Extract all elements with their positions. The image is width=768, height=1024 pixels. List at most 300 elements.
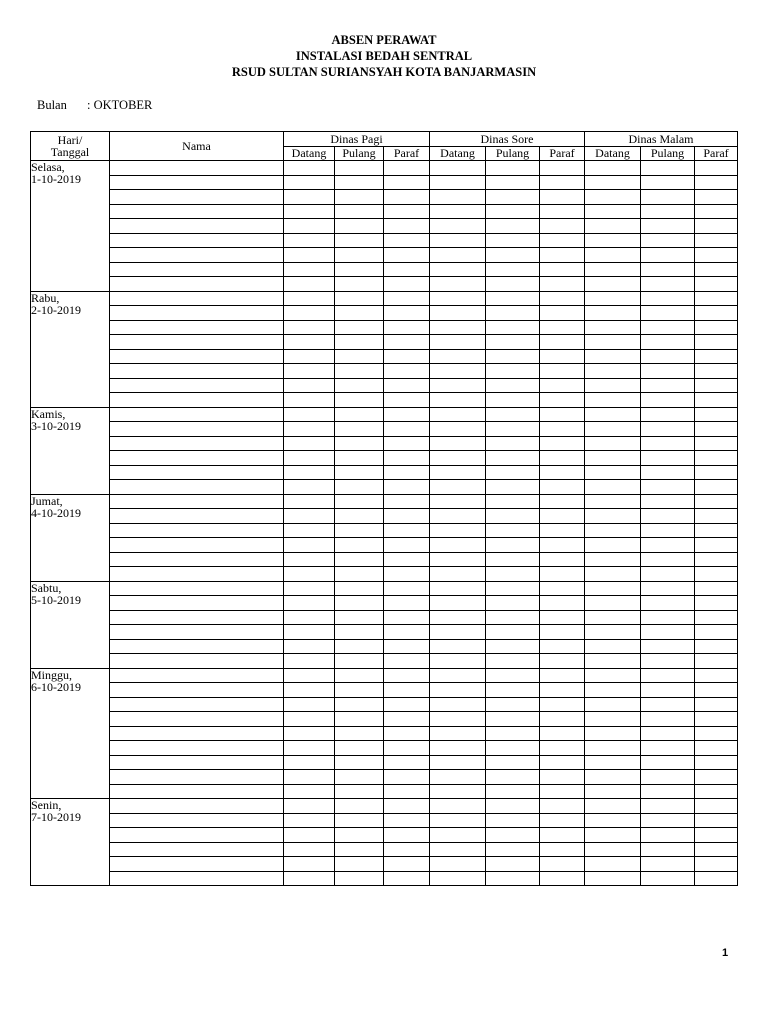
entry-cell	[335, 639, 384, 654]
entry-cell	[540, 770, 585, 785]
entry-cell	[695, 712, 738, 727]
entry-cell	[384, 204, 430, 219]
entry-cell	[585, 567, 641, 582]
entry-cell	[585, 596, 641, 611]
name-cell	[110, 813, 284, 828]
entry-cell	[284, 857, 335, 872]
entry-cell	[335, 306, 384, 321]
entry-cell	[384, 842, 430, 857]
entry-cell	[641, 741, 695, 756]
name-cell	[110, 451, 284, 466]
entry-cell	[384, 770, 430, 785]
table-row	[31, 219, 738, 234]
entry-cell	[384, 828, 430, 843]
entry-cell	[641, 262, 695, 277]
day-cell	[31, 581, 110, 668]
entry-cell	[284, 436, 335, 451]
entry-cell	[585, 175, 641, 190]
entry-cell	[540, 204, 585, 219]
entry-cell	[284, 190, 335, 205]
entry-cell	[430, 654, 486, 669]
entry-cell	[335, 219, 384, 234]
entry-cell	[384, 799, 430, 814]
entry-cell	[486, 320, 540, 335]
entry-cell	[695, 683, 738, 698]
entry-cell	[540, 799, 585, 814]
name-cell	[110, 393, 284, 408]
entry-cell	[430, 248, 486, 263]
entry-cell	[486, 799, 540, 814]
entry-cell	[641, 306, 695, 321]
entry-cell	[695, 567, 738, 582]
entry-cell	[641, 364, 695, 379]
entry-cell	[585, 248, 641, 263]
entry-cell	[335, 871, 384, 886]
name-cell	[110, 683, 284, 698]
entry-cell	[284, 320, 335, 335]
entry-cell	[695, 436, 738, 451]
subheader-paraf: Paraf	[540, 146, 585, 161]
entry-cell	[430, 581, 486, 596]
entry-cell	[284, 538, 335, 553]
entry-cell	[695, 654, 738, 669]
entry-cell	[486, 233, 540, 248]
entry-cell	[585, 755, 641, 770]
entry-cell	[585, 364, 641, 379]
entry-cell	[540, 538, 585, 553]
entry-cell	[585, 726, 641, 741]
entry-cell	[430, 262, 486, 277]
entry-cell	[641, 596, 695, 611]
entry-cell	[540, 726, 585, 741]
entry-cell	[430, 755, 486, 770]
entry-cell	[335, 567, 384, 582]
entry-cell	[430, 465, 486, 480]
entry-cell	[540, 233, 585, 248]
entry-cell	[540, 422, 585, 437]
entry-cell	[585, 857, 641, 872]
entry-cell	[585, 190, 641, 205]
entry-cell	[585, 262, 641, 277]
entry-cell	[585, 407, 641, 422]
name-cell	[110, 538, 284, 553]
name-cell	[110, 494, 284, 509]
entry-cell	[335, 552, 384, 567]
entry-cell	[585, 509, 641, 524]
entry-cell	[430, 436, 486, 451]
entry-cell	[486, 871, 540, 886]
entry-cell	[585, 523, 641, 538]
entry-cell	[641, 436, 695, 451]
entry-cell	[384, 190, 430, 205]
entry-cell	[486, 291, 540, 306]
entry-cell	[430, 219, 486, 234]
name-cell	[110, 320, 284, 335]
entry-cell	[540, 509, 585, 524]
entry-cell	[284, 639, 335, 654]
entry-cell	[695, 842, 738, 857]
entry-cell	[641, 654, 695, 669]
entry-cell	[540, 175, 585, 190]
entry-cell	[641, 625, 695, 640]
entry-cell	[540, 190, 585, 205]
entry-cell	[641, 857, 695, 872]
table-row	[31, 335, 738, 350]
header-hari: Hari/	[57, 133, 83, 147]
name-cell	[110, 465, 284, 480]
entry-cell	[540, 581, 585, 596]
entry-cell	[335, 813, 384, 828]
entry-cell	[430, 320, 486, 335]
entry-cell	[641, 407, 695, 422]
entry-cell	[284, 799, 335, 814]
entry-cell	[284, 175, 335, 190]
entry-cell	[284, 364, 335, 379]
table-row	[31, 654, 738, 669]
entry-cell	[430, 871, 486, 886]
table-row	[31, 828, 738, 843]
name-cell	[110, 726, 284, 741]
table-row	[31, 451, 738, 466]
entry-cell	[486, 828, 540, 843]
entry-cell	[284, 509, 335, 524]
entry-cell	[430, 494, 486, 509]
entry-cell	[335, 509, 384, 524]
header-dinas-malam: Dinas Malam	[585, 132, 738, 147]
entry-cell	[540, 741, 585, 756]
entry-cell	[430, 828, 486, 843]
entry-cell	[335, 204, 384, 219]
table-row	[31, 770, 738, 785]
entry-cell	[695, 697, 738, 712]
table-row	[31, 175, 738, 190]
day-name: Kamis,	[31, 406, 66, 421]
table-row	[31, 639, 738, 654]
entry-cell	[540, 378, 585, 393]
entry-cell	[540, 320, 585, 335]
day-date: 7-10-2019	[31, 810, 81, 824]
entry-cell	[695, 538, 738, 553]
day-date: 6-10-2019	[31, 679, 81, 694]
name-cell	[110, 407, 284, 422]
entry-cell	[284, 393, 335, 408]
entry-cell	[486, 625, 540, 640]
table-row	[31, 581, 738, 596]
entry-cell	[695, 480, 738, 495]
entry-cell	[335, 654, 384, 669]
table-row	[31, 161, 738, 176]
entry-cell	[585, 306, 641, 321]
entry-cell	[284, 204, 335, 219]
entry-cell	[335, 523, 384, 538]
month-value: : OKTOBER	[87, 98, 153, 112]
entry-cell	[486, 697, 540, 712]
entry-cell	[540, 523, 585, 538]
entry-cell	[430, 335, 486, 350]
entry-cell	[486, 407, 540, 422]
entry-cell	[486, 552, 540, 567]
entry-cell	[585, 349, 641, 364]
entry-cell	[335, 161, 384, 176]
entry-cell	[641, 451, 695, 466]
entry-cell	[486, 857, 540, 872]
entry-cell	[585, 277, 641, 292]
entry-cell	[641, 161, 695, 176]
entry-cell	[384, 813, 430, 828]
table-row	[31, 364, 738, 379]
entry-cell	[384, 523, 430, 538]
entry-cell	[284, 726, 335, 741]
entry-cell	[384, 857, 430, 872]
entry-cell	[430, 538, 486, 553]
entry-cell	[430, 625, 486, 640]
entry-cell	[695, 784, 738, 799]
table-row	[31, 610, 738, 625]
day-name: Senin,	[31, 798, 62, 812]
name-cell	[110, 639, 284, 654]
entry-cell	[486, 755, 540, 770]
entry-cell	[384, 277, 430, 292]
page-number: 1	[722, 947, 729, 959]
entry-cell	[486, 523, 540, 538]
entry-cell	[384, 219, 430, 234]
entry-cell	[540, 306, 585, 321]
entry-cell	[335, 755, 384, 770]
entry-cell	[695, 204, 738, 219]
entry-cell	[430, 683, 486, 698]
table-row	[31, 465, 738, 480]
entry-cell	[384, 567, 430, 582]
subheader-pulang: Pulang	[641, 146, 695, 161]
entry-cell	[486, 349, 540, 364]
entry-cell	[335, 770, 384, 785]
entry-cell	[695, 523, 738, 538]
entry-cell	[540, 291, 585, 306]
entry-cell	[486, 277, 540, 292]
entry-cell	[335, 581, 384, 596]
table-row	[31, 784, 738, 799]
entry-cell	[486, 712, 540, 727]
entry-cell	[486, 262, 540, 277]
entry-cell	[695, 552, 738, 567]
entry-cell	[695, 755, 738, 770]
header-hari-tanggal	[31, 132, 110, 161]
entry-cell	[641, 248, 695, 263]
entry-cell	[335, 335, 384, 350]
entry-cell	[540, 697, 585, 712]
subheader-paraf: Paraf	[384, 146, 430, 161]
entry-cell	[540, 813, 585, 828]
table-row	[31, 755, 738, 770]
name-cell	[110, 668, 284, 683]
entry-cell	[695, 770, 738, 785]
entry-cell	[486, 219, 540, 234]
entry-cell	[430, 523, 486, 538]
entry-cell	[540, 857, 585, 872]
entry-cell	[430, 596, 486, 611]
entry-cell	[486, 639, 540, 654]
name-cell	[110, 204, 284, 219]
entry-cell	[284, 654, 335, 669]
entry-cell	[585, 538, 641, 553]
entry-cell	[335, 784, 384, 799]
entry-cell	[695, 306, 738, 321]
entry-cell	[384, 726, 430, 741]
entry-cell	[695, 465, 738, 480]
entry-cell	[284, 523, 335, 538]
entry-cell	[486, 480, 540, 495]
entry-cell	[585, 813, 641, 828]
entry-cell	[486, 465, 540, 480]
entry-cell	[430, 480, 486, 495]
entry-cell	[430, 349, 486, 364]
entry-cell	[384, 364, 430, 379]
name-cell	[110, 248, 284, 263]
entry-cell	[486, 668, 540, 683]
entry-cell	[430, 784, 486, 799]
entry-cell	[430, 393, 486, 408]
entry-cell	[585, 494, 641, 509]
entry-cell	[540, 755, 585, 770]
entry-cell	[585, 204, 641, 219]
entry-cell	[540, 451, 585, 466]
entry-cell	[430, 567, 486, 582]
entry-cell	[695, 726, 738, 741]
entry-cell	[641, 175, 695, 190]
day-cell	[31, 668, 110, 799]
entry-cell	[335, 262, 384, 277]
entry-cell	[540, 668, 585, 683]
entry-cell	[284, 422, 335, 437]
entry-cell	[430, 364, 486, 379]
entry-cell	[486, 538, 540, 553]
day-cell	[31, 494, 110, 581]
entry-cell	[641, 726, 695, 741]
table-row	[31, 683, 738, 698]
table-body	[31, 161, 738, 886]
table-row	[31, 741, 738, 756]
entry-cell	[335, 436, 384, 451]
entry-cell	[284, 407, 335, 422]
entry-cell	[641, 509, 695, 524]
entry-cell	[335, 393, 384, 408]
entry-cell	[384, 262, 430, 277]
entry-cell	[430, 378, 486, 393]
entry-cell	[284, 813, 335, 828]
day-name: Jumat,	[31, 493, 63, 508]
entry-cell	[430, 175, 486, 190]
entry-cell	[641, 567, 695, 582]
entry-cell	[486, 842, 540, 857]
header-tanggal: Tanggal	[50, 145, 90, 159]
entry-cell	[641, 233, 695, 248]
entry-cell	[585, 552, 641, 567]
table-row	[31, 842, 738, 857]
entry-cell	[695, 871, 738, 886]
table-row	[31, 320, 738, 335]
entry-cell	[540, 784, 585, 799]
name-cell	[110, 349, 284, 364]
entry-cell	[284, 335, 335, 350]
name-cell	[110, 770, 284, 785]
entry-cell	[284, 349, 335, 364]
name-cell	[110, 190, 284, 205]
table-row	[31, 378, 738, 393]
table-row	[31, 190, 738, 205]
entry-cell	[641, 291, 695, 306]
entry-cell	[430, 422, 486, 437]
entry-cell	[641, 320, 695, 335]
name-cell	[110, 581, 284, 596]
table-row	[31, 697, 738, 712]
name-cell	[110, 552, 284, 567]
entry-cell	[430, 277, 486, 292]
entry-cell	[540, 262, 585, 277]
entry-cell	[486, 335, 540, 350]
table-row	[31, 248, 738, 263]
entry-cell	[284, 233, 335, 248]
entry-cell	[486, 494, 540, 509]
table-row	[31, 552, 738, 567]
table-row	[31, 407, 738, 422]
entry-cell	[384, 335, 430, 350]
entry-cell	[540, 654, 585, 669]
entry-cell	[540, 407, 585, 422]
entry-cell	[540, 596, 585, 611]
entry-cell	[335, 596, 384, 611]
name-cell	[110, 697, 284, 712]
entry-cell	[384, 596, 430, 611]
entry-cell	[486, 581, 540, 596]
entry-cell	[540, 567, 585, 582]
table-row	[31, 712, 738, 727]
entry-cell	[540, 219, 585, 234]
entry-cell	[585, 233, 641, 248]
entry-cell	[585, 871, 641, 886]
entry-cell	[384, 422, 430, 437]
entry-cell	[384, 378, 430, 393]
entry-cell	[641, 422, 695, 437]
entry-cell	[695, 799, 738, 814]
entry-cell	[430, 799, 486, 814]
entry-cell	[335, 190, 384, 205]
day-date: 5-10-2019	[31, 592, 81, 607]
entry-cell	[284, 248, 335, 263]
table-row	[31, 625, 738, 640]
entry-cell	[641, 581, 695, 596]
entry-cell	[384, 712, 430, 727]
entry-cell	[335, 697, 384, 712]
day-date: 2-10-2019	[31, 302, 81, 317]
entry-cell	[695, 291, 738, 306]
entry-cell	[695, 248, 738, 263]
entry-cell	[384, 451, 430, 466]
entry-cell	[430, 712, 486, 727]
entry-cell	[284, 668, 335, 683]
entry-cell	[540, 712, 585, 727]
entry-cell	[486, 683, 540, 698]
entry-cell	[540, 480, 585, 495]
entry-cell	[585, 770, 641, 785]
entry-cell	[641, 770, 695, 785]
entry-cell	[540, 248, 585, 263]
entry-cell	[284, 610, 335, 625]
entry-cell	[695, 509, 738, 524]
entry-cell	[585, 784, 641, 799]
entry-cell	[335, 494, 384, 509]
entry-cell	[384, 581, 430, 596]
entry-cell	[384, 291, 430, 306]
